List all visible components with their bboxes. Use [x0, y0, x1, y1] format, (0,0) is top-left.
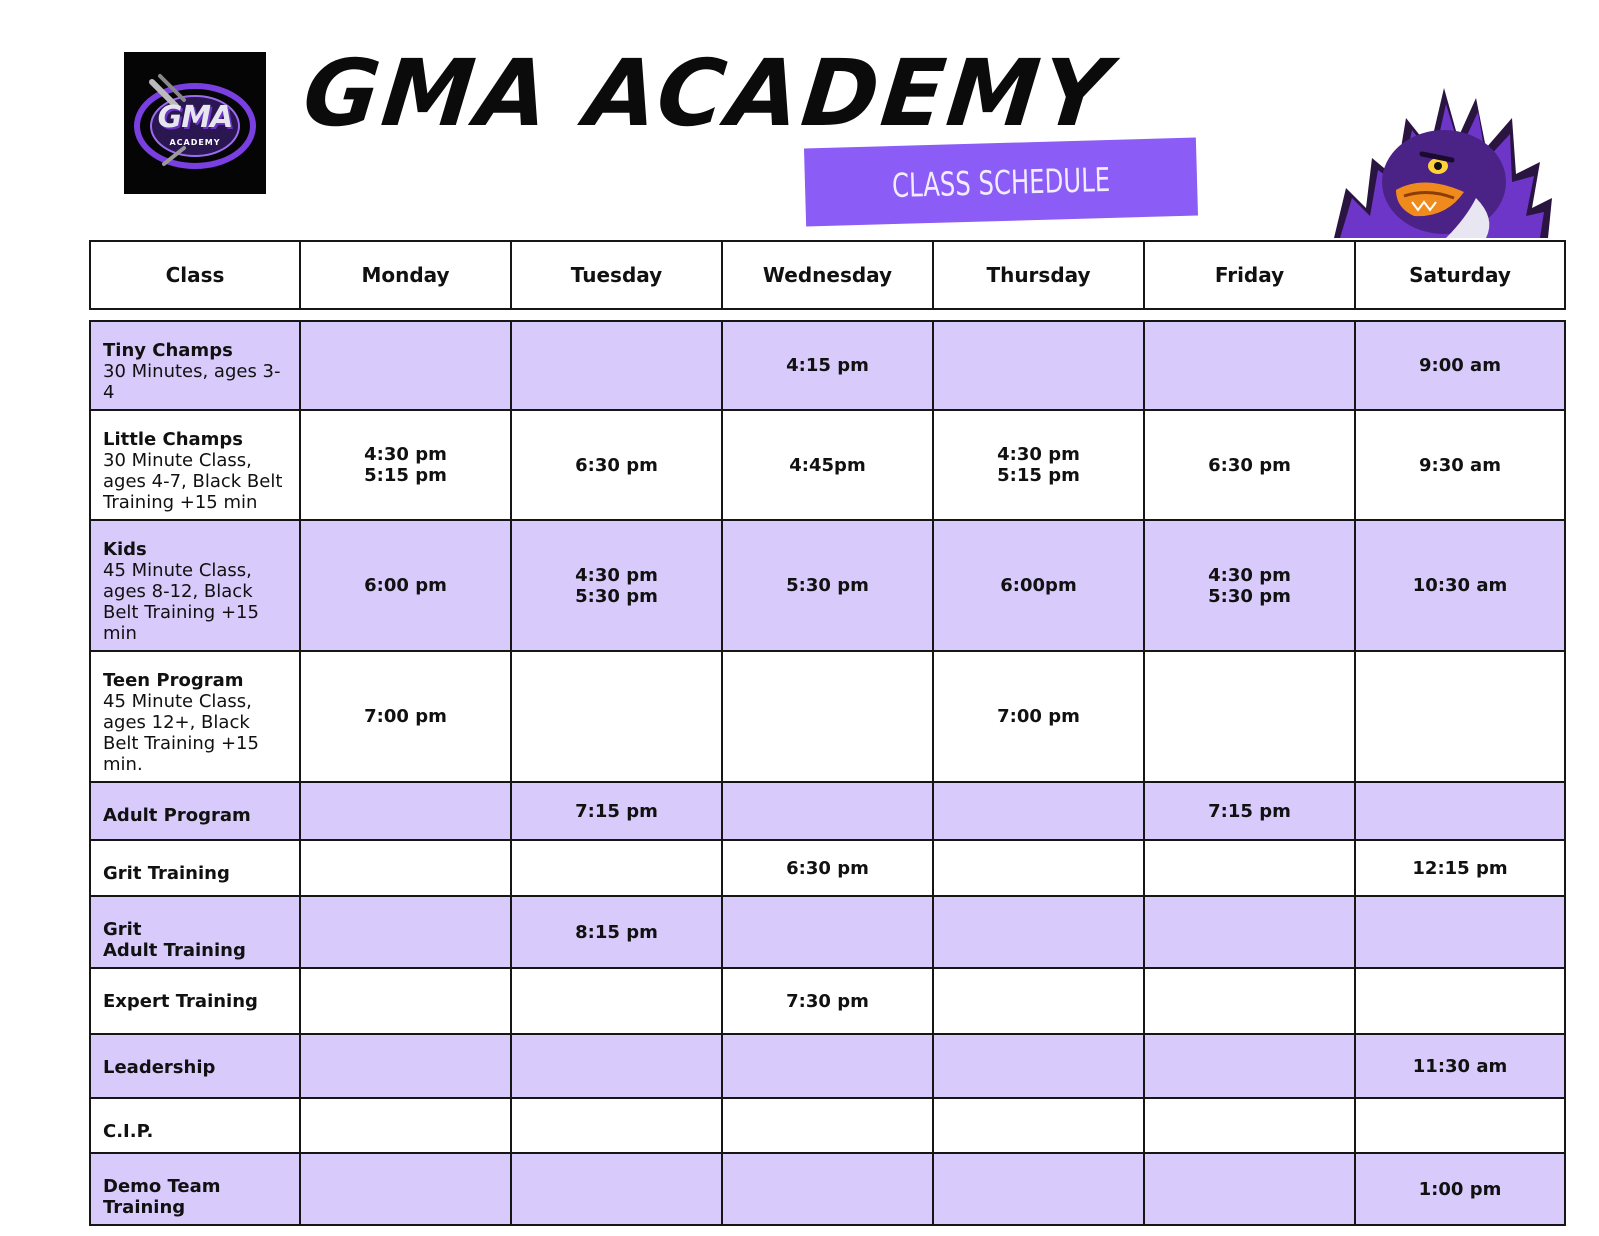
- time-cell: [1144, 1034, 1355, 1098]
- time-cell: [933, 968, 1144, 1034]
- time-cell: [300, 896, 511, 968]
- time-cell: 10:30 am: [1355, 520, 1566, 651]
- class-name: Little Champs: [103, 429, 244, 450]
- class-name: Adult Program: [103, 805, 251, 826]
- time-cell: [1355, 896, 1566, 968]
- time-cell: 6:30 pm: [1144, 410, 1355, 520]
- class-cell: [89, 520, 300, 651]
- time-cell: [511, 1098, 722, 1153]
- table-row: [89, 410, 1566, 520]
- purple-duck-mascot-icon: [1326, 78, 1556, 240]
- table-row: [89, 968, 1566, 1034]
- class-name: C.I.P.: [103, 1121, 154, 1142]
- class-cell: [89, 1153, 300, 1226]
- gma-logo: [124, 52, 266, 194]
- class-name: Tiny Champs: [103, 340, 233, 361]
- time-cell: 9:30 am: [1355, 410, 1566, 520]
- time-cell: [722, 651, 933, 782]
- time-cell: 12:15 pm: [1355, 840, 1566, 896]
- time-cell: [1144, 896, 1355, 968]
- header-monday: Monday: [300, 240, 511, 310]
- time-cell: [1355, 968, 1566, 1034]
- table-row: [89, 840, 1566, 896]
- table-row: [89, 651, 1566, 782]
- class-name: Teen Program: [103, 670, 244, 691]
- time-cell: [300, 1034, 511, 1098]
- header-wednesday: Wednesday: [722, 240, 933, 310]
- time-cell: [511, 1034, 722, 1098]
- time-cell: [1144, 1153, 1355, 1226]
- logo-text: GMA: [157, 100, 233, 135]
- time-cell: 7:00 pm: [933, 651, 1144, 782]
- time-cell: [933, 320, 1144, 410]
- time-cell: 4:15 pm: [722, 320, 933, 410]
- class-description: 30 Minute Class, ages 4-7, Black Belt Training +15 min: [103, 450, 283, 513]
- time-cell: [722, 1153, 933, 1226]
- time-cell: [511, 840, 722, 896]
- time-cell: 4:30 pm 5:15 pm: [300, 410, 511, 520]
- time-cell: [1144, 840, 1355, 896]
- class-cell: [89, 410, 300, 520]
- time-cell: [511, 651, 722, 782]
- time-cell: [722, 1098, 933, 1153]
- time-cell: [300, 968, 511, 1034]
- time-cell: 4:45pm: [722, 410, 933, 520]
- time-cell: [300, 782, 511, 840]
- class-cell: [89, 1098, 300, 1153]
- time-cell: 7:00 pm: [300, 651, 511, 782]
- time-cell: [933, 782, 1144, 840]
- time-cell: 7:15 pm: [511, 782, 722, 840]
- time-cell: [511, 968, 722, 1034]
- time-cell: [933, 1034, 1144, 1098]
- class-cell: [89, 651, 300, 782]
- time-cell: [300, 1153, 511, 1226]
- table-row: [89, 1034, 1566, 1098]
- class-schedule-banner: [804, 138, 1198, 227]
- time-cell: [511, 1153, 722, 1226]
- header-row: [89, 240, 1566, 310]
- time-cell: [300, 1098, 511, 1153]
- time-cell: 6:00 pm: [300, 520, 511, 651]
- time-cell: [1355, 782, 1566, 840]
- time-cell: [1144, 1098, 1355, 1153]
- time-cell: [933, 896, 1144, 968]
- table-row: [89, 1153, 1566, 1226]
- time-cell: [300, 320, 511, 410]
- time-cell: 4:30 pm 5:15 pm: [933, 410, 1144, 520]
- time-cell: 7:15 pm: [1144, 782, 1355, 840]
- table-spacer: [89, 310, 1566, 320]
- time-cell: 8:15 pm: [511, 896, 722, 968]
- time-cell: 4:30 pm 5:30 pm: [511, 520, 722, 651]
- time-cell: [1355, 651, 1566, 782]
- time-cell: 6:30 pm: [511, 410, 722, 520]
- header-tuesday: Tuesday: [511, 240, 722, 310]
- time-cell: 9:00 am: [1355, 320, 1566, 410]
- time-cell: [933, 1153, 1144, 1226]
- class-cell: [89, 896, 300, 968]
- page-title: GMA ACADEMY: [298, 40, 1118, 147]
- time-cell: 6:30 pm: [722, 840, 933, 896]
- class-cell: [89, 968, 300, 1034]
- class-description: 45 Minute Class, ages 12+, Black Belt Training +15 min.: [103, 691, 259, 775]
- class-cell: [89, 782, 300, 840]
- class-cell: [89, 320, 300, 410]
- class-name: Kids: [103, 539, 147, 560]
- header-thursday: Thursday: [933, 240, 1144, 310]
- logo-subtext: ACADEMY: [169, 138, 221, 147]
- table-row: [89, 1098, 1566, 1153]
- table-row: [89, 896, 1566, 968]
- class-name: Grit Training: [103, 863, 230, 884]
- class-cell: [89, 1034, 300, 1098]
- time-cell: [722, 896, 933, 968]
- time-cell: [933, 1098, 1144, 1153]
- time-cell: [1144, 968, 1355, 1034]
- time-cell: [933, 840, 1144, 896]
- time-cell: [1144, 651, 1355, 782]
- time-cell: 1:00 pm: [1355, 1153, 1566, 1226]
- header-friday: Friday: [1144, 240, 1355, 310]
- schedule-table: [89, 240, 1566, 1226]
- time-cell: [511, 320, 722, 410]
- time-cell: 5:30 pm: [722, 520, 933, 651]
- time-cell: 4:30 pm 5:30 pm: [1144, 520, 1355, 651]
- time-cell: [1144, 320, 1355, 410]
- time-cell: [1355, 1098, 1566, 1153]
- header-saturday: Saturday: [1355, 240, 1566, 310]
- table-row: [89, 782, 1566, 840]
- table-row: [89, 320, 1566, 410]
- class-description: 30 Minutes, ages 3-4: [103, 361, 281, 403]
- class-name: Expert Training: [103, 991, 258, 1012]
- time-cell: 7:30 pm: [722, 968, 933, 1034]
- class-description: 45 Minute Class, ages 8-12, Black Belt Training +15 min: [103, 560, 259, 644]
- time-cell: [722, 1034, 933, 1098]
- time-cell: [300, 840, 511, 896]
- time-cell: 11:30 am: [1355, 1034, 1566, 1098]
- table-row: [89, 520, 1566, 651]
- time-cell: 6:00pm: [933, 520, 1144, 651]
- banner-label: CLASS SCHEDULE: [891, 159, 1111, 205]
- header-class: Class: [89, 240, 300, 310]
- time-cell: [722, 782, 933, 840]
- class-cell: [89, 840, 300, 896]
- class-name: Demo Team Training: [103, 1176, 221, 1218]
- class-name: Leadership: [103, 1057, 216, 1078]
- class-name: Grit Adult Training: [103, 919, 246, 961]
